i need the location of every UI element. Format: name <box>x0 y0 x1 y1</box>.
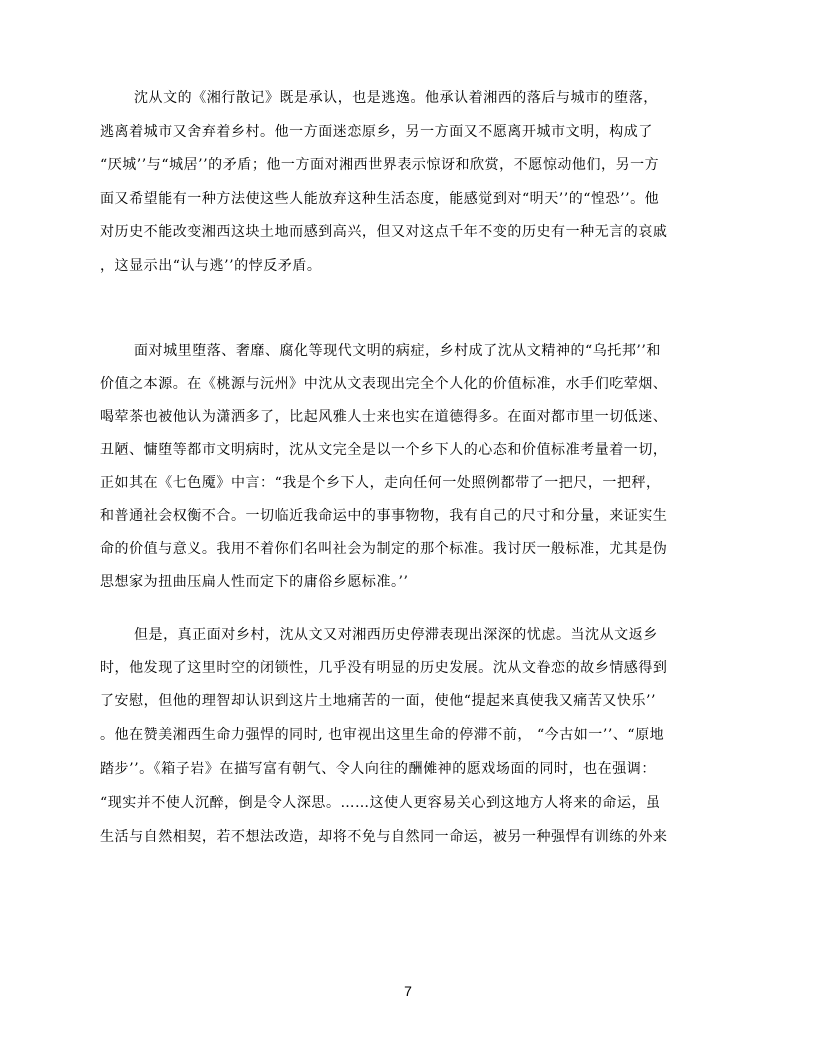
paragraph-line: 沈从文的《湘行散记》既是承认，也是逃逸。他承认着湘西的落后与城市的堕落， <box>134 90 658 106</box>
paragraph-line: 面又希望能有一种方法使这些人能放弃这种生活态度，能感觉到对“明天’’的“惶恐’’。他 <box>100 191 660 207</box>
paragraph-line: 踏步’’。《箱子岩》在描写富有朝气、令人向往的酬傩神的愿戏场面的同时，也在强调： <box>100 761 656 777</box>
paragraph-line: 面对城里堕落、奢靡、腐化等现代文明的病症，乡村成了沈从文精神的“乌托邦’’和 <box>134 343 661 359</box>
paragraph-line: 对历史不能改变湘西这块土地而感到高兴，但又对这点千年不变的历史有一种无言的哀戚 <box>100 224 668 240</box>
paragraph-line: 喝荤茶也被他认为潇洒多了，比起风雅人士来也实在道德得多。在面对都市里一切低迷、 <box>100 409 668 425</box>
paragraph-line: 但是，真正面对乡村，沈从文又对湘西历史停滞表现出深深的忧虑。当沈从文返乡 <box>134 627 658 643</box>
paragraph-line: ，这显示出“认与逃’’的悖反矛盾。 <box>100 258 322 274</box>
paragraph-line: 生活与自然相契，若不想法改造，却将不免与自然同一命运，被另一种强悍有训练的外来 <box>100 829 668 845</box>
paragraph-line: 了安慰，但他的理智却认识到这片土地痛苦的一面，使他“提起来真使我又痛苦又快乐’’ <box>100 693 657 709</box>
page-number: 7 <box>404 983 412 999</box>
paragraph-line: 价值之本源。在《桃源与沅州》中沈从文表现出完全个人化的价值标准，水手们吃荤烟、 <box>100 376 668 392</box>
paragraph-line: 逃离着城市又舍弃着乡村。他一方面迷恋原乡，另一方面又不愿离开城市文明，构成了 <box>100 124 653 140</box>
paragraph-line: 时，他发现了这里时空的闭锁性，几乎没有明显的历史发展。沈从文眷恋的故乡情感得到 <box>100 660 668 676</box>
paragraph-line: 。他在赞美湘西生命力强悍的同时, 也审视出这里生命的停滞不前， “今古如一’’、“原地 <box>100 727 665 743</box>
paragraph-line: 丑陋、慵堕等都市文明病时，沈从文完全是以一个乡下人的心态和价值标准考量着一切， <box>100 442 668 458</box>
paragraph-line: “现实并不使人沉醉，倒是令人深思。……这使人更容易关心到这地方人将来的命运，虽 <box>100 795 661 811</box>
paragraph-line: 和普通社会权衡不合。一切临近我命运中的事事物物，我有自己的尺寸和分量，来证实生 <box>100 508 668 524</box>
paragraph-line: “厌城’’与“城居’’的矛盾；他一方面对湘西世界表示惊讶和欣赏，不愿惊动他们，另一方 <box>100 157 660 173</box>
paragraph-line: 正如其在《七色魇》中言：“我是个乡下人，走向任何一处照例都带了一把尺，一把秤， <box>100 475 661 491</box>
paragraph-line: 思想家为扭曲压扁人性而定下的庸俗乡愿标准。’’ <box>100 574 409 590</box>
paragraph-line: 命的价值与意义。我用不着你们名叫社会为制定的那个标准。我讨厌一般标准，尤其是伪 <box>100 541 668 557</box>
